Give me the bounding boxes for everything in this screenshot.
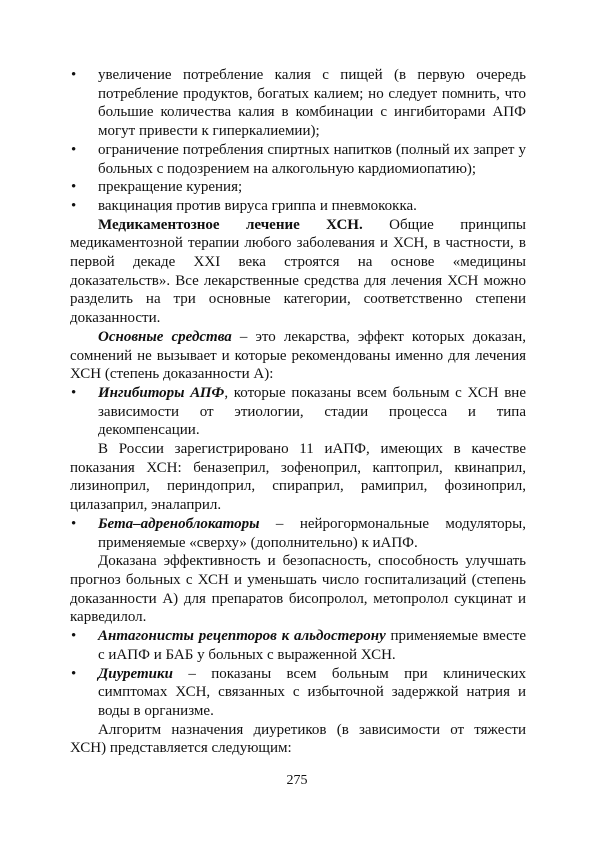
bullet: • (71, 665, 77, 682)
paragraph-text: Общие принципы медикаментозной терапии любого заболевания и ХСН, в частности, в первой декаде XXI века строятся на основе «медицины доказательств». Все лекарственные средства для лечения ХСН можно разделить на три основные категории, соответственно степени доказанности. (70, 216, 526, 327)
list-item-diuretics (70, 665, 526, 721)
bullet: • (71, 67, 77, 83)
list-item-beta-blockers (70, 515, 526, 552)
term-aldosterone-antagonists: Антагонисты рецепторов к альдостерону (98, 628, 386, 645)
paragraph-proven-efficacy: Доказана эффективность и безопасность, способность улучшать прогноз больных с ХСН и уменьшать число госпитализаций (степень доказанности А) для препаратов бисопролол, метопролол сукцинат и карведилол. (70, 553, 526, 626)
section-heading: Медикаментозное лечение ХСН. (98, 216, 363, 233)
term-beta-blockers: Бета–адреноблокаторы (98, 515, 260, 532)
list-item-text: вакцинация против вируса гриппа и пневмококка. (98, 197, 417, 214)
list-item-text: ограничение потребления спиртных напитков (полный их запрет у больных с подозрением на алкогольную кардиомиопатию); (98, 141, 526, 177)
paragraph-main-drugs (70, 328, 526, 384)
list-item-text: увеличение потребление калия с пищей (в первую очередь потребление продуктов, богатых калием; но следует помнить, что большие количества калия в комбинации с ингибиторами АПФ могут привести к гиперкалиемии); (98, 67, 526, 140)
bullet: • (71, 197, 77, 214)
paragraph-text: – это лекарства, эффект которых доказан, сомнений не вызывает и которые рекомендованы именно для лечения ХСН (степень доказанности А): (70, 328, 526, 383)
bullet: • (71, 384, 77, 401)
list-item-text: – показаны всем больным при клинических симптомах ХСН, связанных с избыточной задержкой натрия и воды в организме. (98, 665, 526, 719)
list-item-text: , которые показаны всем больным с ХСН вне зависимости от этиологии, стадии процесса и типа декомпенсации. (98, 384, 526, 439)
paragraph-drug-therapy (70, 216, 526, 328)
list-item-ace-inhibitors (70, 384, 526, 440)
list-item (70, 197, 526, 216)
page-number: 275 (286, 773, 308, 788)
list-item (70, 66, 526, 141)
list-item-aldosterone-antagonists (70, 627, 526, 664)
list-item-text: – нейрогормональные модуляторы, применяемые «сверху» (дополнительно) к иАПФ. (98, 515, 526, 551)
paragraph-diuretic-algorithm: Алгоритм назначения диуретиков (в зависимости от тяжести ХСН) представляется следующим: (70, 721, 526, 757)
list-item-text: применяемые вместе с иАПФ и БАБ у больных с выраженной ХСН. (98, 628, 526, 663)
bullet: • (71, 628, 77, 645)
bullet: • (71, 179, 77, 196)
list-item (70, 141, 526, 178)
body-text (70, 66, 526, 758)
paragraph-registered-drugs: В России зарегистрировано 11 иАПФ, имеющих в качестве показания ХСН: беназеприл, зофеноприл, каптоприл, квинаприл, лизиноприл, периндоприл, спираприл, рамиприл, фозиноприл, цилазаприл, эналаприл. (70, 441, 526, 514)
bullet: • (71, 141, 77, 158)
list-item (70, 178, 526, 197)
term-main-drugs: Основные средства (98, 328, 232, 345)
bullet: • (71, 515, 77, 532)
term-ace-inhibitors: Ингибиторы АПФ (98, 384, 225, 401)
term-diuretics: Диуретики (98, 665, 173, 682)
list-item-text: прекращение курения; (98, 179, 243, 196)
